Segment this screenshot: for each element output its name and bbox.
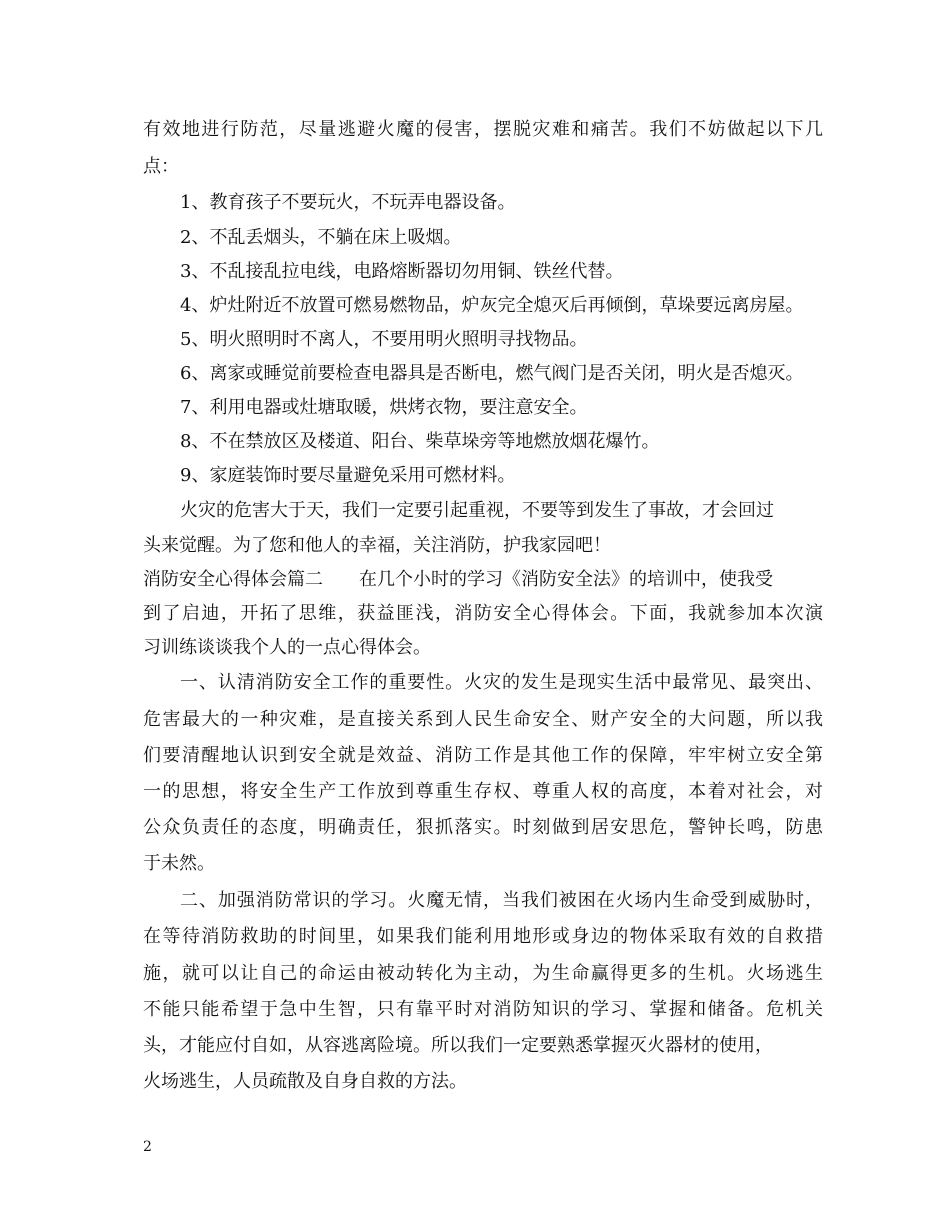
text-line: 点：	[143, 156, 179, 177]
list-item: 5、明火照明时不离人，不要用明火照明寻找物品。	[180, 329, 588, 350]
section-heading-line: 消防安全心得体会篇二 在几个小时的学习《消防安全法》的培训中，使我受	[143, 569, 773, 590]
list-item: 1、教育孩子不要玩火，不玩弄电器设备。	[180, 192, 516, 213]
text-line: 习训练谈谈我个人的一点心得体会。	[143, 637, 431, 658]
text-line: 头，才能应付自如，从容逃离险境。所以我们一定要熟悉掌握灭火器材的使用，	[143, 1035, 773, 1056]
text-line: 公众负责任的态度，明确责任，狠抓落实。时刻做到居安思危，警钟长鸣，防患	[143, 817, 823, 838]
text-line: 于未然。	[143, 853, 215, 874]
text-line: 火场逃生，人员疏散及自身自救的方法。	[143, 1071, 467, 1092]
list-item: 2、不乱丢烟头，不躺在床上吸烟。	[180, 227, 462, 248]
list-item: 4、炉灶附近不放置可燃易燃物品，炉灰完全熄灭后再倾倒，草垛要远离房屋。	[180, 295, 804, 316]
text-line: 头来觉醒。为了您和他人的幸福，关注消防，护我家园吧！	[143, 535, 611, 556]
text-line: 到了启迪，开拓了思维，获益匪浅，消防安全心得体会。下面，我就参加本次演	[143, 603, 823, 624]
list-item: 6、离家或睡觉前要检查电器具是否断电，燃气阀门是否关闭，明火是否熄灭。	[180, 363, 804, 384]
text-line: 火灾的危害大于天，我们一定要引起重视，不要等到发生了事故，才会回过	[180, 500, 774, 521]
text-line: 有效地进行防范，尽量逃避火魔的侵害，摆脱灾难和痛苦。我们不妨做起以下几	[143, 119, 823, 140]
page-number: 2	[143, 1139, 152, 1155]
list-item: 3、不乱接乱拉电线，电路熔断器切勿用铜、铁丝代替。	[180, 261, 624, 282]
text-line: 一、认清消防安全工作的重要性。火灾的发生是现实生活中最常见、最突出、	[180, 672, 823, 693]
text-line: 在等待消防救助的时间里，如果我们能利用地形或身边的物体采取有效的自救措	[143, 926, 823, 947]
text-line: 施，就可以让自己的命运由被动转化为主动，为生命赢得更多的生机。火场逃生	[143, 963, 823, 984]
list-item: 8、不在禁放区及楼道、阳台、柴草垛旁等地燃放烟花爆竹。	[180, 431, 660, 452]
text-line: 们要清醒地认识到安全就是效益、消防工作是其他工作的保障，牢牢树立安全第	[143, 745, 823, 766]
text-line: 一的思想，将安全生产工作放到尊重生存权、尊重人权的高度，本着对社会，对	[143, 781, 823, 802]
list-item: 9、家庭装饰时要尽量避免采用可燃材料。	[180, 465, 516, 486]
text-line: 不能只能希望于急中生智，只有靠平时对消防知识的学习、掌握和储备。危机关	[143, 999, 823, 1020]
text-line: 二、加强消防常识的学习。火魔无情，当我们被困在火场内生命受到威胁时，	[180, 890, 823, 911]
text-line: 危害最大的一种灾难，是直接关系到人民生命安全、财产安全的大问题，所以我	[143, 709, 823, 730]
list-item: 7、利用电器或灶塘取暖，烘烤衣物，要注意安全。	[180, 397, 588, 418]
